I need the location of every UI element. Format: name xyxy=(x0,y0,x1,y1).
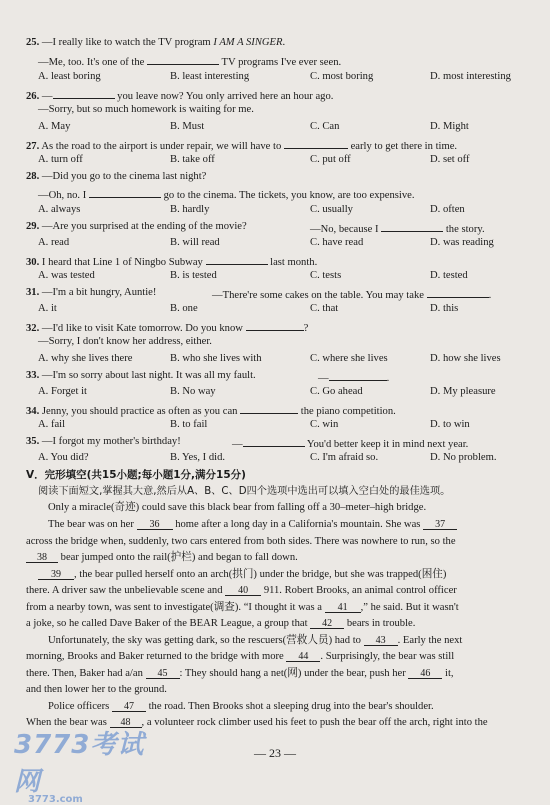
question-text: —Are you surprised at the ending of the movie? xyxy=(41,221,247,232)
question-number: 28. xyxy=(26,171,40,182)
question-number: 29. xyxy=(26,221,40,232)
blank-42[interactable]: 42 xyxy=(310,617,344,629)
answer-blank[interactable] xyxy=(206,253,268,265)
question-28 xyxy=(0,170,550,184)
option-d[interactable]: D. No problem. xyxy=(430,452,497,463)
option-b[interactable]: B. Must xyxy=(170,121,205,132)
answer-blank[interactable] xyxy=(240,402,298,414)
answer-blank[interactable] xyxy=(53,87,115,99)
passage-line: morning, Brooks and Baker returned to the bridge with more 44 . Surprisingly, the bear was still xyxy=(26,651,455,662)
option-b[interactable]: B. Yes, I did. xyxy=(170,452,226,463)
option-a[interactable]: A. why she lives there xyxy=(38,353,133,364)
question-35 xyxy=(0,435,550,449)
question-text: Jenny, you should practice as often as you can xyxy=(41,406,238,417)
question-text: last month. xyxy=(270,257,318,268)
option-b[interactable]: B. least interesting xyxy=(170,71,250,82)
question-32: 32. —I'd like to visit Kate tomorrow. Do you know ? xyxy=(0,319,550,333)
answer-blank[interactable] xyxy=(381,220,443,232)
option-d[interactable]: D. tested xyxy=(430,270,468,281)
question-text: —I forgot my mother's birthday! xyxy=(41,436,181,447)
section-heading xyxy=(0,468,550,482)
option-b[interactable]: B. to fail xyxy=(170,419,208,430)
question-33 xyxy=(0,369,550,383)
question-34 xyxy=(0,402,550,416)
option-d[interactable]: D. was reading xyxy=(430,237,494,248)
blank-43[interactable]: 43 xyxy=(364,634,398,646)
watermark-logo: 3773考试网 3773.com xyxy=(14,730,145,805)
option-d[interactable]: D. this xyxy=(430,303,459,314)
option-a[interactable]: A. read xyxy=(38,237,70,248)
answer-blank[interactable] xyxy=(329,369,387,381)
passage-line: there. Then, Baker had a/an 45 : They should hang a net(网) under the bear, push her 46 it, xyxy=(26,668,454,679)
option-a[interactable]: A. May xyxy=(38,121,71,132)
option-b[interactable]: B. will read xyxy=(170,237,220,248)
question-text: —I really like to watch the TV program xyxy=(41,37,214,48)
option-c[interactable]: C. that xyxy=(310,303,339,314)
passage-line: a joke, so he called Dave Baker of the BEAR League, a group that 42 bears in trouble. xyxy=(26,618,416,629)
question-text: —Oh, no. I go to the cinema. The tickets, you know, are too expensive. xyxy=(38,186,415,203)
option-b[interactable]: B. one xyxy=(170,303,198,314)
answer-blank[interactable] xyxy=(246,319,304,331)
program-title: I AM A SINGER xyxy=(213,37,283,48)
blank-39[interactable]: 39 xyxy=(38,568,74,580)
question-number: 25. xyxy=(26,37,40,48)
option-a[interactable]: A. was tested xyxy=(38,270,95,281)
blank-48[interactable]: 48 xyxy=(110,716,142,728)
option-a[interactable]: A. least boring xyxy=(38,71,101,82)
question-text: you leave now? You only arrived here an hour ago. xyxy=(117,91,334,102)
question-text: As the road to the airport is under repair, we will have to xyxy=(41,141,282,152)
question-number: 32. xyxy=(26,323,40,334)
answer-blank[interactable] xyxy=(243,435,305,447)
option-c[interactable]: C. usually xyxy=(310,204,353,215)
question-number: 34. xyxy=(26,406,40,417)
question-text: —Did you go to the cinema last night? xyxy=(41,171,207,182)
option-c[interactable]: C. most boring xyxy=(310,71,374,82)
blank-37[interactable]: 37 xyxy=(423,518,457,530)
blank-47[interactable]: 47 xyxy=(112,700,146,712)
question-text: the piano competition. xyxy=(300,406,396,417)
question-29 xyxy=(0,220,550,234)
passage-line: and then lower her to the ground. xyxy=(26,684,167,695)
passage-line: Police officers 47 the road. Then Brooks shot a sleeping drug into the bear's shoulder. xyxy=(48,701,434,712)
passage-line: across the bridge when, suddenly, two cars entered from both sides. There was nowhere to run, so the xyxy=(26,536,456,547)
passage-line: 38 bear jumped onto the rail(护栏) and began to fall down. xyxy=(0,551,550,565)
question-text: —I'm so sorry about last night. It was all my fault. xyxy=(41,370,256,381)
option-c[interactable]: C. have read xyxy=(310,237,364,248)
option-d[interactable]: D. often xyxy=(430,204,465,215)
question-text: —Sorry, I don't know her address, either. xyxy=(38,336,212,347)
blank-38[interactable]: 38 xyxy=(26,551,58,563)
option-c[interactable]: C. I'm afraid so. xyxy=(310,452,379,463)
page-number: — 23 — xyxy=(254,746,296,760)
option-a[interactable]: A. Forget it xyxy=(38,386,87,397)
question-number: 26. xyxy=(26,91,40,102)
section-instruction: 阅读下面短文,掌握其大意,然后从A、B、C、D四个选项中选出可以填入空白处的最佳选项。 xyxy=(38,486,451,497)
question-27 xyxy=(0,137,550,151)
question-text: —No, because I the story. xyxy=(310,220,485,237)
answer-blank[interactable] xyxy=(284,137,348,149)
blank-36[interactable]: 36 xyxy=(137,518,173,530)
option-d[interactable]: D. My pleasure xyxy=(430,386,496,397)
question-text: —There're some cakes on the table. You may take . xyxy=(212,286,491,303)
option-a[interactable]: A. turn off xyxy=(38,154,83,165)
answer-blank[interactable] xyxy=(147,53,219,65)
question-26: 26. — you leave now? You only arrived here an hour ago. xyxy=(0,87,550,101)
option-a[interactable]: A. fail xyxy=(38,419,66,430)
passage-line: 39 , the bear pulled herself onto an arch(拱门) under the bridge, but she was trapped(困住) xyxy=(0,568,550,582)
option-c[interactable]: C. where she lives xyxy=(310,353,388,364)
question-number: 31. xyxy=(26,287,40,298)
option-a[interactable]: A. it xyxy=(38,303,57,314)
question-text: — You'd better keep it in mind next year. xyxy=(232,435,468,452)
option-b[interactable]: B. No way xyxy=(170,386,216,397)
passage-line: When the bear was 48 , a volunteer rock climber used his feet to push the bear off the arch, right into the xyxy=(26,717,488,728)
question-text: early to get there in time. xyxy=(350,141,458,152)
question-text: —I'm a bit hungry, Auntie! xyxy=(41,287,157,298)
passage-intro: Only a miracle(奇迹) could save this black bear from falling off a 30–meter–high bridge. xyxy=(48,502,427,513)
answer-blank[interactable] xyxy=(89,186,161,198)
blank-45[interactable]: 45 xyxy=(146,667,180,679)
option-d[interactable]: D. Might xyxy=(430,121,469,132)
option-c[interactable]: C. put off xyxy=(310,154,351,165)
blank-46[interactable]: 46 xyxy=(408,667,442,679)
blank-40[interactable]: 40 xyxy=(225,584,261,596)
passage-line: Unfortunately, the sky was getting dark, so the rescuers(营救人员) had to 43 . Early the next xyxy=(48,635,463,646)
option-a[interactable]: A. You did? xyxy=(38,452,89,463)
question-number: 27. xyxy=(26,141,40,152)
section-title: V．完形填空(共15小题;每小题1分,满分15分) xyxy=(26,469,246,481)
question-text: I heard that Line 1 of Ningbo Subway xyxy=(41,257,203,268)
question-31 xyxy=(0,286,550,300)
option-c[interactable]: C. win xyxy=(310,419,339,430)
question-text: —Sorry, but so much homework is waiting for me. xyxy=(38,104,254,115)
option-d[interactable]: D. to win xyxy=(430,419,470,430)
question-text: —I'd like to visit Kate tomorrow. Do you know xyxy=(41,323,243,334)
option-d[interactable]: D. set off xyxy=(430,154,470,165)
question-25: 25. —I really like to watch the TV program I AM A SINGER. xyxy=(26,37,286,48)
option-b[interactable]: B. hardly xyxy=(170,204,210,215)
passage-line: from a nearby town, was sent to investigate(调查). “I thought it was a 41 ,” he said. But it wasn't xyxy=(26,602,459,613)
option-b[interactable]: B. is tested xyxy=(170,270,217,281)
option-c[interactable]: C. Can xyxy=(310,121,340,132)
option-c[interactable]: C. Go ahead xyxy=(310,386,363,397)
question-number: 33. xyxy=(26,370,40,381)
option-b[interactable]: B. take off xyxy=(170,154,215,165)
question-number: 30. xyxy=(26,257,40,268)
option-d[interactable]: D. how she lives xyxy=(430,353,501,364)
question-text: — . xyxy=(318,369,389,386)
option-b[interactable]: B. who she lives with xyxy=(170,353,262,364)
blank-41[interactable]: 41 xyxy=(325,601,361,613)
answer-blank[interactable] xyxy=(427,286,489,298)
question-30 xyxy=(0,253,550,267)
question-number: 35. xyxy=(26,436,40,447)
question-text: —Me, too. It's one of the TV programs I've ever seen. xyxy=(38,53,341,70)
option-c[interactable]: C. tests xyxy=(310,270,342,281)
passage-line: The bear was on her 36 home after a long day in a California's mountain. She was 37 xyxy=(0,518,550,532)
option-a[interactable]: A. always xyxy=(38,204,81,215)
option-d[interactable]: D. most interesting xyxy=(430,71,511,82)
passage-line: there. A driver saw the unbelievable scene and 40 911. Robert Brooks, an animal control officer xyxy=(26,585,457,596)
blank-44[interactable]: 44 xyxy=(286,650,320,662)
